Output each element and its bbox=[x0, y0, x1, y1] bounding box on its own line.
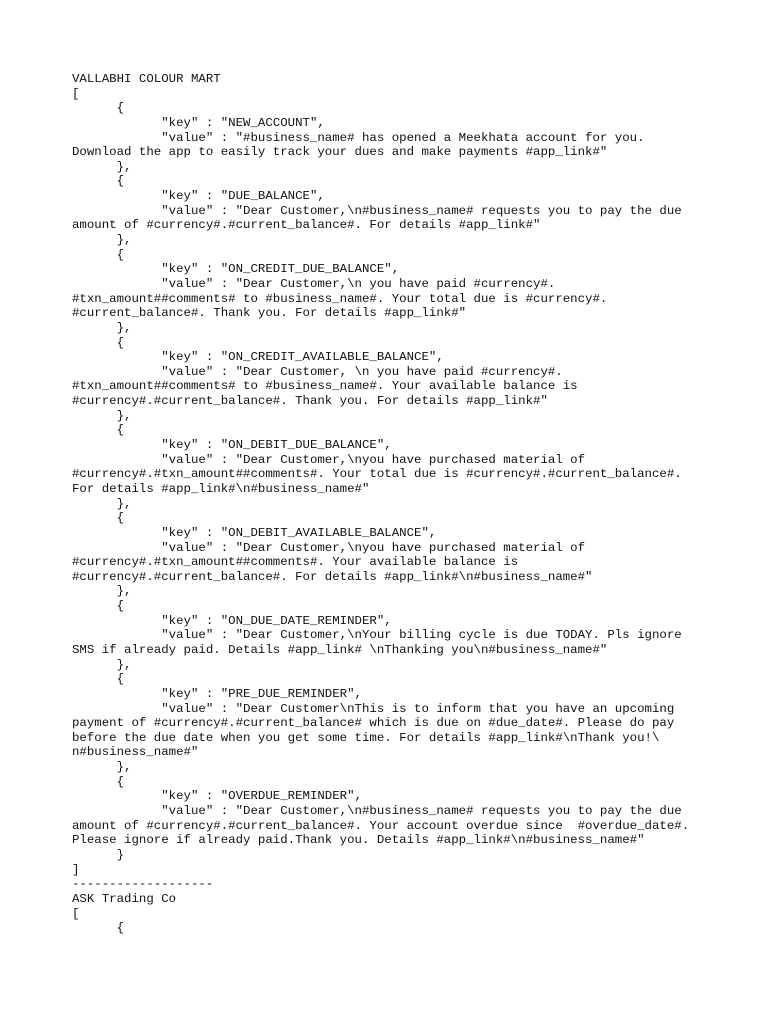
document-line: "key" : "ON_DUE_DATE_REMINDER", bbox=[72, 613, 392, 628]
document-line: amount of #currency#.#current_balance#. Your account overdue since #overdue_date#. bbox=[72, 818, 690, 833]
document-line: n#business_name#" bbox=[72, 745, 199, 760]
document-line: { bbox=[72, 511, 125, 526]
document-line: "key" : "DUE_BALANCE", bbox=[72, 189, 325, 204]
document-line: }, bbox=[72, 584, 132, 599]
document-line: ] bbox=[72, 862, 80, 877]
document-line: VALLABHI COLOUR MART bbox=[72, 72, 221, 86]
document-line: "key" : "ON_CREDIT_AVAILABLE_BALANCE", bbox=[72, 350, 444, 365]
document-line: #currency#.#current_balance#. Thank you. For details #app_link#" bbox=[72, 394, 548, 409]
document-line: { bbox=[72, 672, 125, 687]
document-line: amount of #currency#.#current_balance#. For details #app_link#" bbox=[72, 218, 541, 233]
document-line: #txn_amount##comments# to #business_name#. Your total due is #currency#. bbox=[72, 291, 608, 306]
document-line: payment of #currency#.#current_balance# which is due on #due_date#. Please do pay bbox=[72, 716, 675, 731]
document-line: "key" : "ON_DEBIT_DUE_BALANCE", bbox=[72, 438, 392, 453]
document-line: "key" : "ON_DEBIT_AVAILABLE_BALANCE", bbox=[72, 525, 437, 540]
document-line: SMS if already paid. Details #app_link# \nThanking you\n#business_name#" bbox=[72, 642, 608, 657]
document-line: { bbox=[72, 423, 125, 438]
document-line: }, bbox=[72, 233, 132, 248]
document-line: #txn_amount##comments# to #business_name#. Your available balance is bbox=[72, 379, 578, 394]
document-text-block bbox=[72, 72, 728, 936]
document-line: }, bbox=[72, 496, 132, 511]
document-line: "value" : "Dear Customer\nThis is to inform that you have an upcoming bbox=[72, 701, 675, 716]
document-line: Please ignore if already paid.Thank you. Details #app_link#\n#business_name#" bbox=[72, 833, 645, 848]
document-line: }, bbox=[72, 657, 132, 672]
document-line: #currency#.#txn_amount##comments#. Your total due is #currency#.#current_balance#. bbox=[72, 467, 682, 482]
document-line: "key" : "PRE_DUE_REMINDER", bbox=[72, 686, 362, 701]
document-line: ASK Trading Co bbox=[72, 891, 177, 906]
document-line: "key" : "NEW_ACCOUNT", bbox=[72, 115, 325, 130]
document-line: "value" : "Dear Customer,\nyou have purchased material of bbox=[72, 540, 586, 555]
document-line: }, bbox=[72, 760, 132, 775]
document-line: "value" : "Dear Customer,\n#business_name# requests you to pay the due bbox=[72, 804, 682, 819]
document-line: { bbox=[72, 101, 125, 116]
document-line: "value" : "Dear Customer,\n#business_name# requests you to pay the due bbox=[72, 203, 682, 218]
document-line: #current_balance#. Thank you. For details #app_link#" bbox=[72, 306, 467, 321]
document-line: ------------------- bbox=[72, 877, 214, 892]
document-line: "value" : "Dear Customer,\n you have paid #currency#. bbox=[72, 276, 556, 291]
document-line: #currency#.#current_balance#. For details #app_link#\n#business_name#" bbox=[72, 569, 593, 584]
document-line: before the due date when you get some time. For details #app_link#\nThank you!\ bbox=[72, 730, 660, 745]
document-line: [ bbox=[72, 86, 80, 101]
document-line: { bbox=[72, 247, 125, 262]
document-line: "value" : "#business_name# has opened a Meekhata account for you. bbox=[72, 130, 645, 145]
document-line: #currency#.#txn_amount##comments#. Your available balance is bbox=[72, 555, 519, 570]
document-line: "value" : "Dear Customer,\nyou have purchased material of bbox=[72, 452, 586, 467]
document-line: { bbox=[72, 774, 125, 789]
document-line: "key" : "ON_CREDIT_DUE_BALANCE", bbox=[72, 262, 400, 277]
document-line: }, bbox=[72, 320, 132, 335]
document-line: "value" : "Dear Customer, \n you have paid #currency#. bbox=[72, 364, 563, 379]
document-line: { bbox=[72, 921, 125, 936]
document-line: "key" : "OVERDUE_REMINDER", bbox=[72, 789, 362, 804]
document-line: For details #app_link#\n#business_name#" bbox=[72, 481, 370, 496]
document-line: { bbox=[72, 599, 125, 614]
document-line: }, bbox=[72, 159, 132, 174]
document-line: }, bbox=[72, 408, 132, 423]
document-line: { bbox=[72, 335, 125, 350]
document-line: Download the app to easily track your dues and make payments #app_link#" bbox=[72, 145, 608, 160]
document-line: "value" : "Dear Customer,\nYour billing cycle is due TODAY. Pls ignore bbox=[72, 628, 682, 643]
document-line: } bbox=[72, 847, 125, 862]
document-line: { bbox=[72, 174, 125, 189]
document-line: [ bbox=[72, 906, 80, 921]
